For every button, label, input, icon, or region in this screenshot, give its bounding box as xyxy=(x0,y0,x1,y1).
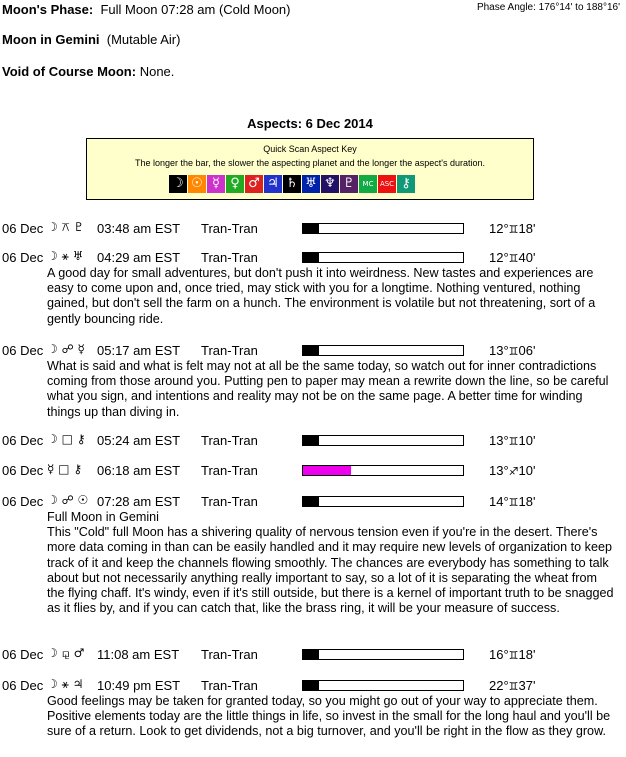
duration-bar-fill xyxy=(303,650,319,659)
aspect-position xyxy=(489,647,536,662)
aspect-line xyxy=(0,221,626,237)
aspect-entry xyxy=(0,433,626,449)
duration-bar xyxy=(302,345,464,356)
duration-bar-fill xyxy=(303,497,319,506)
duration-bar-fill xyxy=(303,346,319,355)
aspect-line xyxy=(0,647,626,663)
position-degree: 13° xyxy=(489,463,509,478)
position-minutes: 10' xyxy=(518,433,536,448)
aspect-type: Tran-Tran xyxy=(201,494,258,509)
void-of-course xyxy=(2,64,174,79)
position-minutes: 18' xyxy=(518,221,536,236)
aspect-key-description: The longer the bar, the slower the aspecting planet and the longer the aspect's duration. xyxy=(135,158,485,168)
aspect-type: Tran-Tran xyxy=(201,250,258,265)
ascendant-icon: ASC xyxy=(378,175,396,193)
pluto-icon: ♇ xyxy=(340,175,358,193)
aspect-type: Tran-Tran xyxy=(201,433,258,448)
sun-icon: ☉ xyxy=(188,175,206,193)
aspect-interpretation xyxy=(47,694,617,740)
aspect-time: 05:17 am EST xyxy=(97,343,181,358)
aspect-entry xyxy=(0,463,626,479)
midheaven-icon: MC xyxy=(359,175,377,193)
position-degree: 22° xyxy=(489,678,509,693)
aspect-interpretation xyxy=(47,510,617,616)
aspect-time: 10:49 pm EST xyxy=(97,678,181,693)
position-minutes: 06' xyxy=(518,343,536,358)
duration-bar xyxy=(302,465,464,476)
position-degree: 14° xyxy=(489,494,509,509)
aspect-type: Tran-Tran xyxy=(201,647,258,662)
aspect-entry xyxy=(0,678,626,740)
aspect-date: 06 Dec xyxy=(2,433,44,448)
duration-bar xyxy=(302,496,464,507)
duration-bar xyxy=(302,435,464,446)
aspect-time: 11:08 am EST xyxy=(97,647,180,662)
position-minutes: 37' xyxy=(518,678,536,693)
aspect-line xyxy=(0,343,626,359)
aspect-entry xyxy=(0,647,626,663)
moon-sign-value: (Mutable Air) xyxy=(106,32,181,47)
interpretation-text: What is said and what is felt may not at all be the same today, so watch out for inner contradictions coming from those around you. Putting pen to paper may mean a rewrite down the line, so be careful what you sign, and intentions and reality may not be on the same page. A better time for winding things up than diving in. xyxy=(47,359,609,419)
duration-bar xyxy=(302,649,464,660)
aspect-date: 06 Dec xyxy=(2,463,44,478)
aspects-title: Aspects: 6 Dec 2014 xyxy=(247,116,373,131)
aspect-position xyxy=(489,221,536,236)
void-of-course-label: Void of Course Moon: xyxy=(2,64,137,79)
aspect-date: 06 Dec xyxy=(2,221,44,236)
aspect-key-box xyxy=(86,138,534,200)
phase-row xyxy=(0,2,626,18)
position-minutes: 18' xyxy=(518,494,536,509)
aspect-line xyxy=(0,250,626,266)
aspect-line xyxy=(0,678,626,694)
venus-icon: ♀ xyxy=(226,175,244,193)
moon-phase xyxy=(2,2,290,17)
interpretation-text: This "Cold" full Moon has a shivering quality of nervous tension even if you're in the desert. There's more data coming in than can be easily handled and it may require new levels of organization to keep track of it and keep the channels flowing smoothly. The chances are everybody has something to talk about but not necessarily anything really important to say, so a lot of it is separating the wheat from the flying chaff. It's windy, even if it's still outside, but there is a kernel of important truth to be snagged as it flies by, and if you can catch that, like the brass ring, it will be your measure of success. xyxy=(47,525,614,616)
saturn-icon: ♄ xyxy=(283,175,301,193)
position-degree: 12° xyxy=(489,250,509,265)
aspect-date: 06 Dec xyxy=(2,678,44,693)
position-degree: 13° xyxy=(489,343,509,358)
aspect-interpretation xyxy=(47,266,617,327)
aspect-key-icons xyxy=(169,175,416,193)
zodiac-sign-icon: ♊ xyxy=(508,345,519,358)
moon-sign-label: Moon in Gemini xyxy=(2,32,100,47)
aspect-position xyxy=(489,494,536,509)
aspect-entry xyxy=(0,250,626,327)
aspect-glyphs: ☿ □ ⚷ xyxy=(47,462,83,476)
aspect-time: 05:24 am EST xyxy=(97,433,181,448)
moon-sign xyxy=(2,32,180,47)
jupiter-icon: ♃ xyxy=(264,175,282,193)
aspect-date: 06 Dec xyxy=(2,494,44,509)
chiron-icon: ⚷ xyxy=(397,175,415,193)
zodiac-sign-icon: ♊ xyxy=(508,496,519,509)
zodiac-sign-icon: ♊ xyxy=(508,252,519,265)
aspect-position xyxy=(489,678,536,693)
duration-bar-fill xyxy=(303,436,319,445)
aspect-glyphs: ☽ ⚻ ♇ xyxy=(47,220,85,234)
aspect-entry xyxy=(0,494,626,616)
duration-bar-fill xyxy=(303,224,319,233)
position-minutes: 40' xyxy=(518,250,536,265)
mercury-icon: ☿ xyxy=(207,175,225,193)
aspect-date: 06 Dec xyxy=(2,343,44,358)
position-minutes: 10' xyxy=(518,463,536,478)
aspect-position xyxy=(489,463,536,478)
void-of-course-value: None. xyxy=(139,64,175,79)
interpretation-text: Good feelings may be taken for granted today, so you might go out of your way to appreciate them. Positive elements today are the little things in life, so invest in the small for the long haul and you'll be sure of a return. Look to get dividends, not a big turnover, and you'll be right in the flow as they grow. xyxy=(47,694,611,739)
interpretation-title: Full Moon in Gemini xyxy=(47,510,159,524)
aspect-type: Tran-Tran xyxy=(201,463,258,478)
aspect-glyphs: ☽ ☍ ☉ xyxy=(47,493,89,507)
position-degree: 13° xyxy=(489,433,509,448)
aspect-type: Tran-Tran xyxy=(201,678,258,693)
aspect-line xyxy=(0,433,626,449)
duration-bar xyxy=(302,223,464,234)
moon-phase-label: Moon's Phase: xyxy=(2,2,94,17)
moon-phase-value: Full Moon 07:28 am (Cold Moon) xyxy=(100,2,291,17)
zodiac-sign-icon: ♐ xyxy=(508,465,519,478)
aspect-interpretation xyxy=(47,359,617,420)
aspect-entry xyxy=(0,221,626,237)
aspect-glyphs: ☽ □ ⚷ xyxy=(47,432,86,446)
uranus-icon: ♅ xyxy=(302,175,320,193)
aspect-time: 03:48 am EST xyxy=(97,221,181,236)
position-minutes: 18' xyxy=(518,647,536,662)
aspect-entry xyxy=(0,343,626,420)
aspect-line xyxy=(0,463,626,479)
mars-icon: ♂ xyxy=(245,175,263,193)
interpretation-text: A good day for small adventures, but don't push it into weirdness. New tastes and experiences are easy to come upon and, once tried, may stick with you for a longtime. Nothing ventured, nothing gained, but don't sell the farm on a hunch. The environment is volatile but not threatening, sort of a gently bouncing ride. xyxy=(47,266,596,326)
aspect-type: Tran-Tran xyxy=(201,343,258,358)
duration-bar xyxy=(302,680,464,691)
aspect-position xyxy=(489,433,536,448)
aspect-glyphs: ☽ ⚹ ♃ xyxy=(47,677,84,691)
aspect-position xyxy=(489,250,536,265)
duration-bar-fill xyxy=(303,466,351,475)
position-degree: 16° xyxy=(489,647,509,662)
duration-bar-fill xyxy=(303,253,319,262)
aspect-time: 06:18 am EST xyxy=(97,463,181,478)
aspect-date: 06 Dec xyxy=(2,647,44,662)
aspect-glyphs: ☽ ☍ ☿ xyxy=(47,342,85,356)
aspect-key-title: Quick Scan Aspect Key xyxy=(263,144,357,154)
neptune-icon: ♆ xyxy=(321,175,339,193)
position-degree: 12° xyxy=(489,221,509,236)
phase-angle: Phase Angle: 176°14' to 188°16' xyxy=(476,2,620,13)
zodiac-sign-icon: ♊ xyxy=(508,649,519,662)
aspect-glyphs: ☽ ⚼ ♂ xyxy=(47,646,85,660)
zodiac-sign-icon: ♊ xyxy=(508,435,519,448)
duration-bar-fill xyxy=(303,681,319,690)
aspect-time: 07:28 am EST xyxy=(97,494,181,509)
aspect-date: 06 Dec xyxy=(2,250,44,265)
aspect-time: 04:29 am EST xyxy=(97,250,181,265)
duration-bar xyxy=(302,252,464,263)
aspect-position xyxy=(489,343,536,358)
zodiac-sign-icon: ♊ xyxy=(508,680,519,693)
aspect-type: Tran-Tran xyxy=(201,221,258,236)
aspect-line xyxy=(0,494,626,510)
moon-icon: ☽ xyxy=(169,175,187,193)
zodiac-sign-icon: ♊ xyxy=(508,223,519,236)
aspect-glyphs: ☽ ⚹ ♅ xyxy=(47,249,84,263)
